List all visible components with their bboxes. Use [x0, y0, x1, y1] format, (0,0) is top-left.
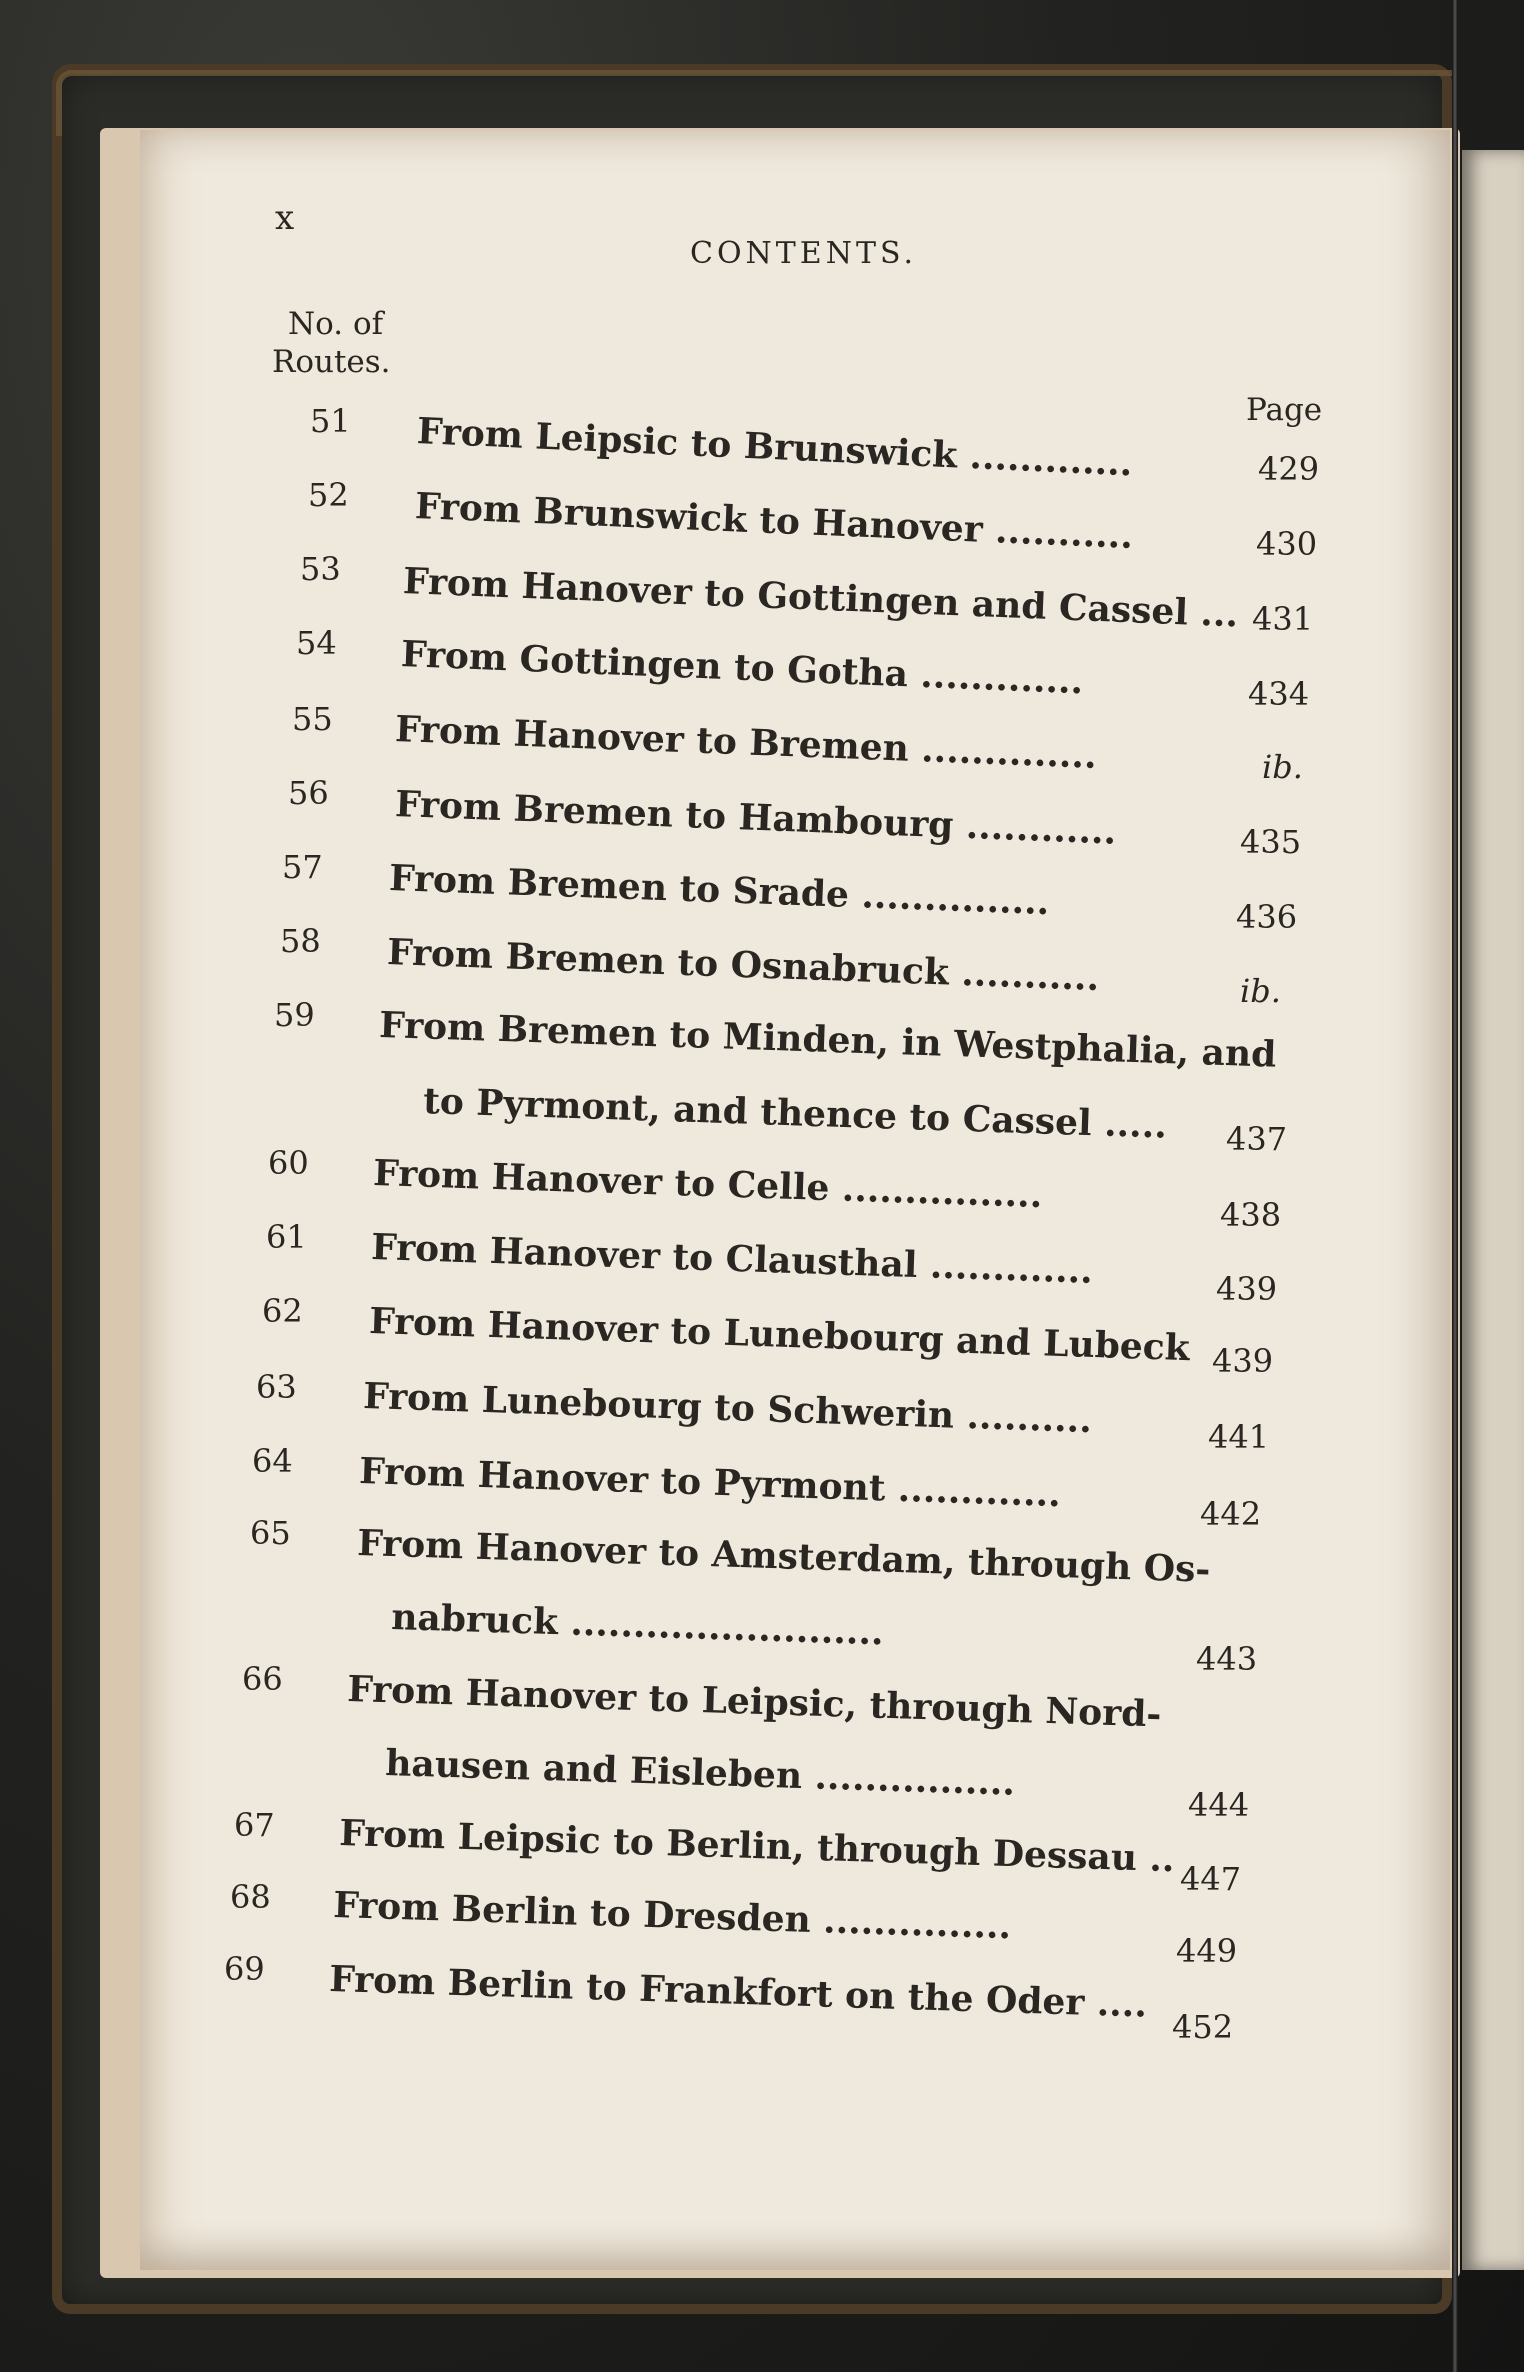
page-reference: 439	[1212, 1342, 1274, 1380]
route-title: From Hanover to Gottingen and Cassel ...	[402, 560, 1239, 636]
page-reference: 443	[1196, 1640, 1258, 1678]
page-reference: 438	[1220, 1196, 1282, 1234]
route-title: From Berlin to Dresden ...............	[332, 1884, 1012, 1948]
page-heading: CONTENTS.	[690, 236, 917, 271]
page-reference: ib.	[1262, 748, 1303, 786]
route-number: 62	[262, 1292, 303, 1330]
route-title: From Brunswick to Hanover ...........	[414, 485, 1134, 558]
route-title: From Bremen to Hambourg ............	[394, 783, 1118, 853]
route-number: 55	[292, 700, 333, 738]
route-title: From Hanover to Amsterdam, through Os-	[356, 1522, 1211, 1591]
route-title: From Hanover to Clausthal .............	[370, 1226, 1094, 1292]
route-title: From Bremen to Osnabruck ...........	[386, 931, 1100, 1000]
routes-column-header-line2: Routes.	[272, 344, 391, 380]
route-title: From Hanover to Celle ................	[372, 1152, 1044, 1217]
route-title: From Bremen to Srade ...............	[388, 857, 1051, 924]
page-reference: 441	[1208, 1418, 1270, 1456]
route-number: 65	[250, 1514, 291, 1552]
route-title: From Hanover to Lunebourg and Lubeck	[368, 1300, 1191, 1370]
route-number: 64	[252, 1442, 293, 1480]
page-reference: 431	[1252, 600, 1314, 638]
route-number: 69	[224, 1950, 265, 1988]
route-title: From Hanover to Leipsic, through Nord-	[346, 1668, 1162, 1736]
page-number: x	[275, 198, 295, 238]
route-number: 59	[274, 996, 315, 1034]
route-number: 68	[230, 1878, 271, 1916]
page-reference: 434	[1248, 675, 1310, 713]
route-title: From Hanover to Bremen ..............	[394, 708, 1098, 777]
page-reference: 429	[1258, 450, 1320, 488]
route-title: From Bremen to Minden, in Westphalia, and	[378, 1004, 1278, 1076]
page-reference: 444	[1188, 1786, 1250, 1824]
facing-page-edge	[1462, 150, 1524, 2270]
route-number: 58	[280, 922, 321, 960]
page-reference: 435	[1240, 823, 1302, 861]
route-number: 63	[256, 1368, 297, 1406]
worn-cover-edge	[56, 70, 1454, 136]
page-column-header: Page	[1246, 392, 1323, 428]
page-reference: ib.	[1240, 972, 1281, 1010]
route-number: 67	[234, 1806, 275, 1844]
route-number: 56	[288, 774, 329, 812]
route-number: 57	[282, 848, 323, 886]
route-number: 51	[310, 402, 351, 440]
route-title: From Berlin to Frankfort on the Oder ....	[328, 1958, 1148, 2026]
route-number: 53	[300, 550, 341, 588]
route-number: 52	[308, 476, 349, 514]
route-title: From Leipsic to Brunswick .............	[416, 410, 1134, 485]
page-reference: 452	[1172, 2008, 1234, 2046]
route-number: 61	[266, 1218, 307, 1256]
route-title: From Leipsic to Berlin, through Dessau ..	[338, 1812, 1176, 1881]
page-reference: 442	[1200, 1495, 1262, 1533]
gutter-shadow	[1452, 0, 1458, 2372]
route-number: 60	[268, 1144, 309, 1182]
route-title-continuation: nabruck .........................	[390, 1596, 885, 1654]
route-number: 66	[242, 1660, 283, 1698]
route-title: From Lunebourg to Schwerin ..........	[362, 1375, 1093, 1442]
route-title: From Hanover to Pyrmont .............	[358, 1450, 1062, 1516]
route-title-continuation: hausen and Eisleben ................	[384, 1742, 1016, 1804]
routes-column-header-line1: No. of	[288, 306, 384, 342]
route-number: 54	[296, 624, 337, 662]
page-reference: 430	[1256, 525, 1318, 563]
page-reference: 439	[1216, 1270, 1278, 1308]
page-reference: 449	[1176, 1932, 1238, 1970]
route-title-continuation: to Pyrmont, and thence to Cassel .....	[422, 1080, 1168, 1147]
page-reference: 436	[1236, 898, 1298, 936]
route-title: From Gottingen to Gotha .............	[400, 633, 1085, 703]
page-reference: 447	[1180, 1860, 1242, 1898]
page-reference: 437	[1226, 1120, 1288, 1158]
